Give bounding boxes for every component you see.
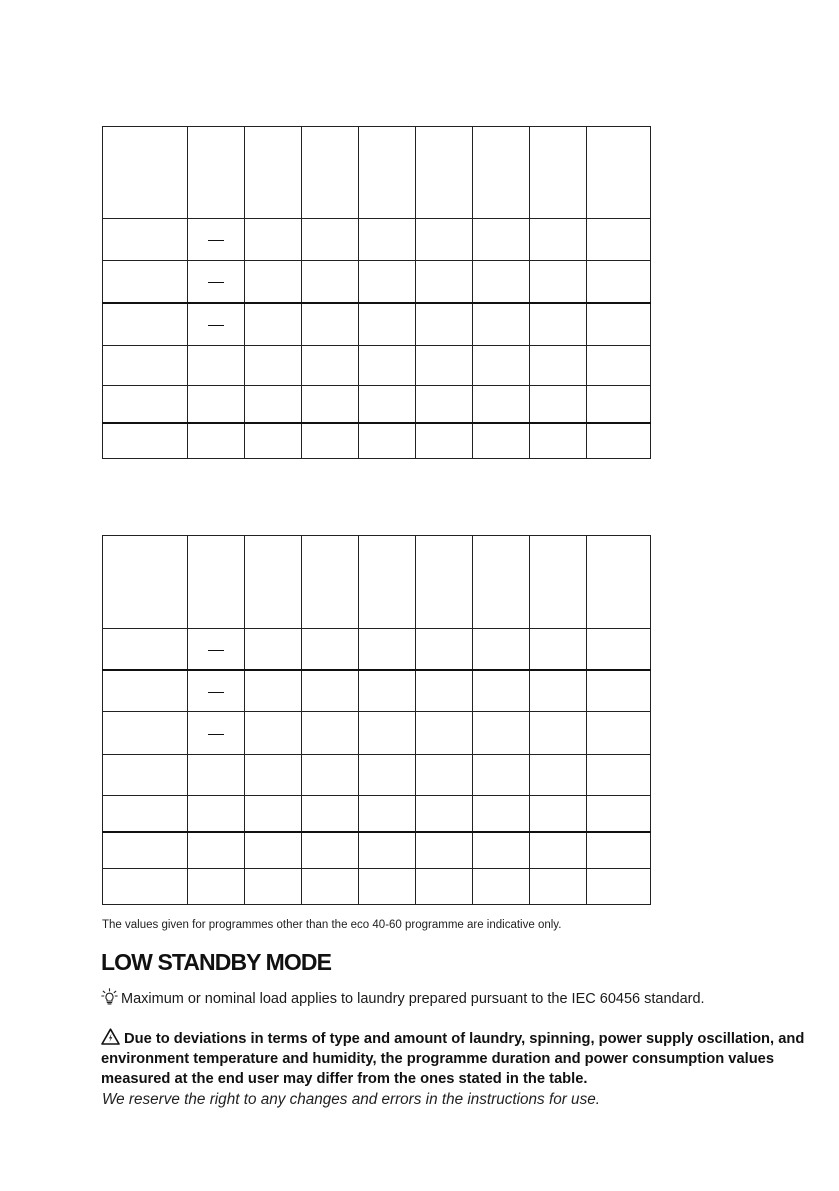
table-cell (587, 712, 651, 755)
table-cell (473, 386, 530, 423)
table-cell (359, 423, 416, 459)
table-header-row (103, 127, 651, 219)
table-cell (302, 755, 359, 796)
table-cell (359, 712, 416, 755)
table-cell (188, 536, 245, 629)
table-cell (530, 346, 587, 386)
table-cell (473, 712, 530, 755)
table-row (103, 386, 651, 423)
table-cell (473, 755, 530, 796)
table-cell (473, 832, 530, 869)
warning-icon (101, 1031, 124, 1047)
table-cell (245, 261, 302, 303)
table-row (103, 869, 651, 905)
table-cell (103, 712, 188, 755)
table-cell (359, 869, 416, 905)
table-cell (587, 796, 651, 832)
table-cell (245, 127, 302, 219)
table-cell (416, 303, 473, 346)
table-cell (359, 536, 416, 629)
table-cell (416, 536, 473, 629)
table-cell (359, 629, 416, 670)
table-cell (188, 869, 245, 905)
dash-mark (208, 325, 224, 326)
table-cell (416, 219, 473, 261)
table-cell (103, 629, 188, 670)
table-row (103, 423, 651, 459)
table-cell (530, 127, 587, 219)
table-cell (302, 536, 359, 629)
table-cell (473, 303, 530, 346)
table-cell (359, 670, 416, 712)
table-cell (245, 712, 302, 755)
table-cell (302, 712, 359, 755)
table-cell (188, 629, 245, 670)
table-cell (245, 670, 302, 712)
table-cell (473, 670, 530, 712)
table-cell (587, 670, 651, 712)
table-cell (245, 423, 302, 459)
table-cell (587, 386, 651, 423)
table-cell (103, 670, 188, 712)
disclaimer: We reserve the right to any changes and errors in the instructions for use. (102, 1091, 600, 1108)
table-cell (473, 346, 530, 386)
table-row (103, 629, 651, 670)
table-cell (188, 346, 245, 386)
table-cell (188, 670, 245, 712)
table-cell (587, 261, 651, 303)
table-cell (245, 629, 302, 670)
table-cell (302, 423, 359, 459)
table-cell (587, 423, 651, 459)
table-cell (245, 346, 302, 386)
table-cell (473, 536, 530, 629)
warning-note (101, 1028, 816, 1089)
table-cell (359, 796, 416, 832)
table-cell (587, 755, 651, 796)
table-row (103, 755, 651, 796)
table-cell (416, 346, 473, 386)
indicative-values-footnote: The values given for programmes other than the eco 40-60 programme are indicative only. (102, 919, 562, 931)
table-cell (302, 261, 359, 303)
dash-mark (208, 692, 224, 693)
table-row (103, 712, 651, 755)
dash-mark (208, 240, 224, 241)
table-cell (530, 423, 587, 459)
table-cell (416, 796, 473, 832)
table-cell (103, 346, 188, 386)
table-cell (188, 712, 245, 755)
table-header-row (103, 536, 651, 629)
table-cell (587, 629, 651, 670)
table-cell (302, 869, 359, 905)
table-cell (103, 755, 188, 796)
table-cell (359, 346, 416, 386)
table-cell (103, 536, 188, 629)
table-row (103, 346, 651, 386)
table-cell (530, 755, 587, 796)
table-cell (473, 127, 530, 219)
table-cell (473, 869, 530, 905)
table-cell (302, 629, 359, 670)
table-cell (587, 346, 651, 386)
dash-mark (208, 734, 224, 735)
table-cell (416, 755, 473, 796)
table-cell (103, 261, 188, 303)
table-cell (587, 869, 651, 905)
table-cell (103, 423, 188, 459)
table-cell (245, 869, 302, 905)
table-cell (416, 670, 473, 712)
table-cell (473, 796, 530, 832)
dash-mark (208, 282, 224, 283)
table-cell (416, 386, 473, 423)
table-cell (188, 796, 245, 832)
table-cell (188, 423, 245, 459)
table-cell (587, 536, 651, 629)
section-title: LOW STANDBY MODE (101, 949, 332, 975)
table-cell (103, 219, 188, 261)
table-row (103, 670, 651, 712)
table-cell (188, 219, 245, 261)
table-cell (416, 712, 473, 755)
table-cell (302, 127, 359, 219)
table-row (103, 832, 651, 869)
table-cell (188, 303, 245, 346)
table-cell (416, 832, 473, 869)
table-cell (530, 796, 587, 832)
table-cell (530, 712, 587, 755)
table-cell (245, 796, 302, 832)
table-cell (245, 386, 302, 423)
table-cell (530, 670, 587, 712)
table-cell (245, 219, 302, 261)
table-cell (416, 423, 473, 459)
table-cell (359, 127, 416, 219)
table-cell (530, 629, 587, 670)
table-cell (587, 127, 651, 219)
table-cell (359, 261, 416, 303)
table-cell (359, 755, 416, 796)
table-cell (473, 423, 530, 459)
programme-table-2 (102, 535, 651, 905)
load-note (101, 988, 705, 1007)
table-row (103, 303, 651, 346)
table-cell (245, 303, 302, 346)
table-cell (587, 219, 651, 261)
table-cell (302, 670, 359, 712)
table-cell (103, 869, 188, 905)
table-row (103, 219, 651, 261)
table-cell (103, 303, 188, 346)
table-cell (245, 536, 302, 629)
table-cell (416, 869, 473, 905)
table-cell (359, 832, 416, 869)
table-cell (188, 832, 245, 869)
table-cell (530, 219, 587, 261)
table-cell (103, 127, 188, 219)
table-cell (416, 127, 473, 219)
warning-text: Due to deviations in terms of type and amount of laundry, spinning, power supply oscillation, and environment temperature and humidity, the programme duration and power consumption values measured at the end user may differ from the ones stated in the table. (101, 1031, 805, 1087)
programme-table-1 (102, 126, 651, 459)
table-cell (302, 386, 359, 423)
table-cell (530, 869, 587, 905)
table-cell (245, 832, 302, 869)
table-cell (530, 832, 587, 869)
table-cell (359, 219, 416, 261)
table-cell (302, 796, 359, 832)
table-cell (359, 303, 416, 346)
table-row (103, 261, 651, 303)
table-cell (302, 303, 359, 346)
table-cell (587, 303, 651, 346)
table-cell (103, 796, 188, 832)
table-cell (473, 219, 530, 261)
table-cell (530, 536, 587, 629)
dash-mark (208, 650, 224, 651)
table-cell (188, 127, 245, 219)
lightbulb-icon (101, 991, 121, 1007)
table-cell (416, 261, 473, 303)
table-cell (245, 755, 302, 796)
table-cell (530, 261, 587, 303)
table-cell (188, 755, 245, 796)
table-cell (359, 386, 416, 423)
table-cell (188, 261, 245, 303)
table-cell (530, 303, 587, 346)
table-cell (473, 261, 530, 303)
table-cell (587, 832, 651, 869)
load-note-text: Maximum or nominal load applies to laundry prepared pursuant to the IEC 60456 standard. (121, 991, 705, 1007)
table-row (103, 796, 651, 832)
table-cell (473, 629, 530, 670)
table-cell (302, 832, 359, 869)
table-cell (302, 219, 359, 261)
table-cell (103, 386, 188, 423)
table-cell (188, 386, 245, 423)
table-cell (302, 346, 359, 386)
table-cell (103, 832, 188, 869)
table-cell (416, 629, 473, 670)
table-cell (530, 386, 587, 423)
